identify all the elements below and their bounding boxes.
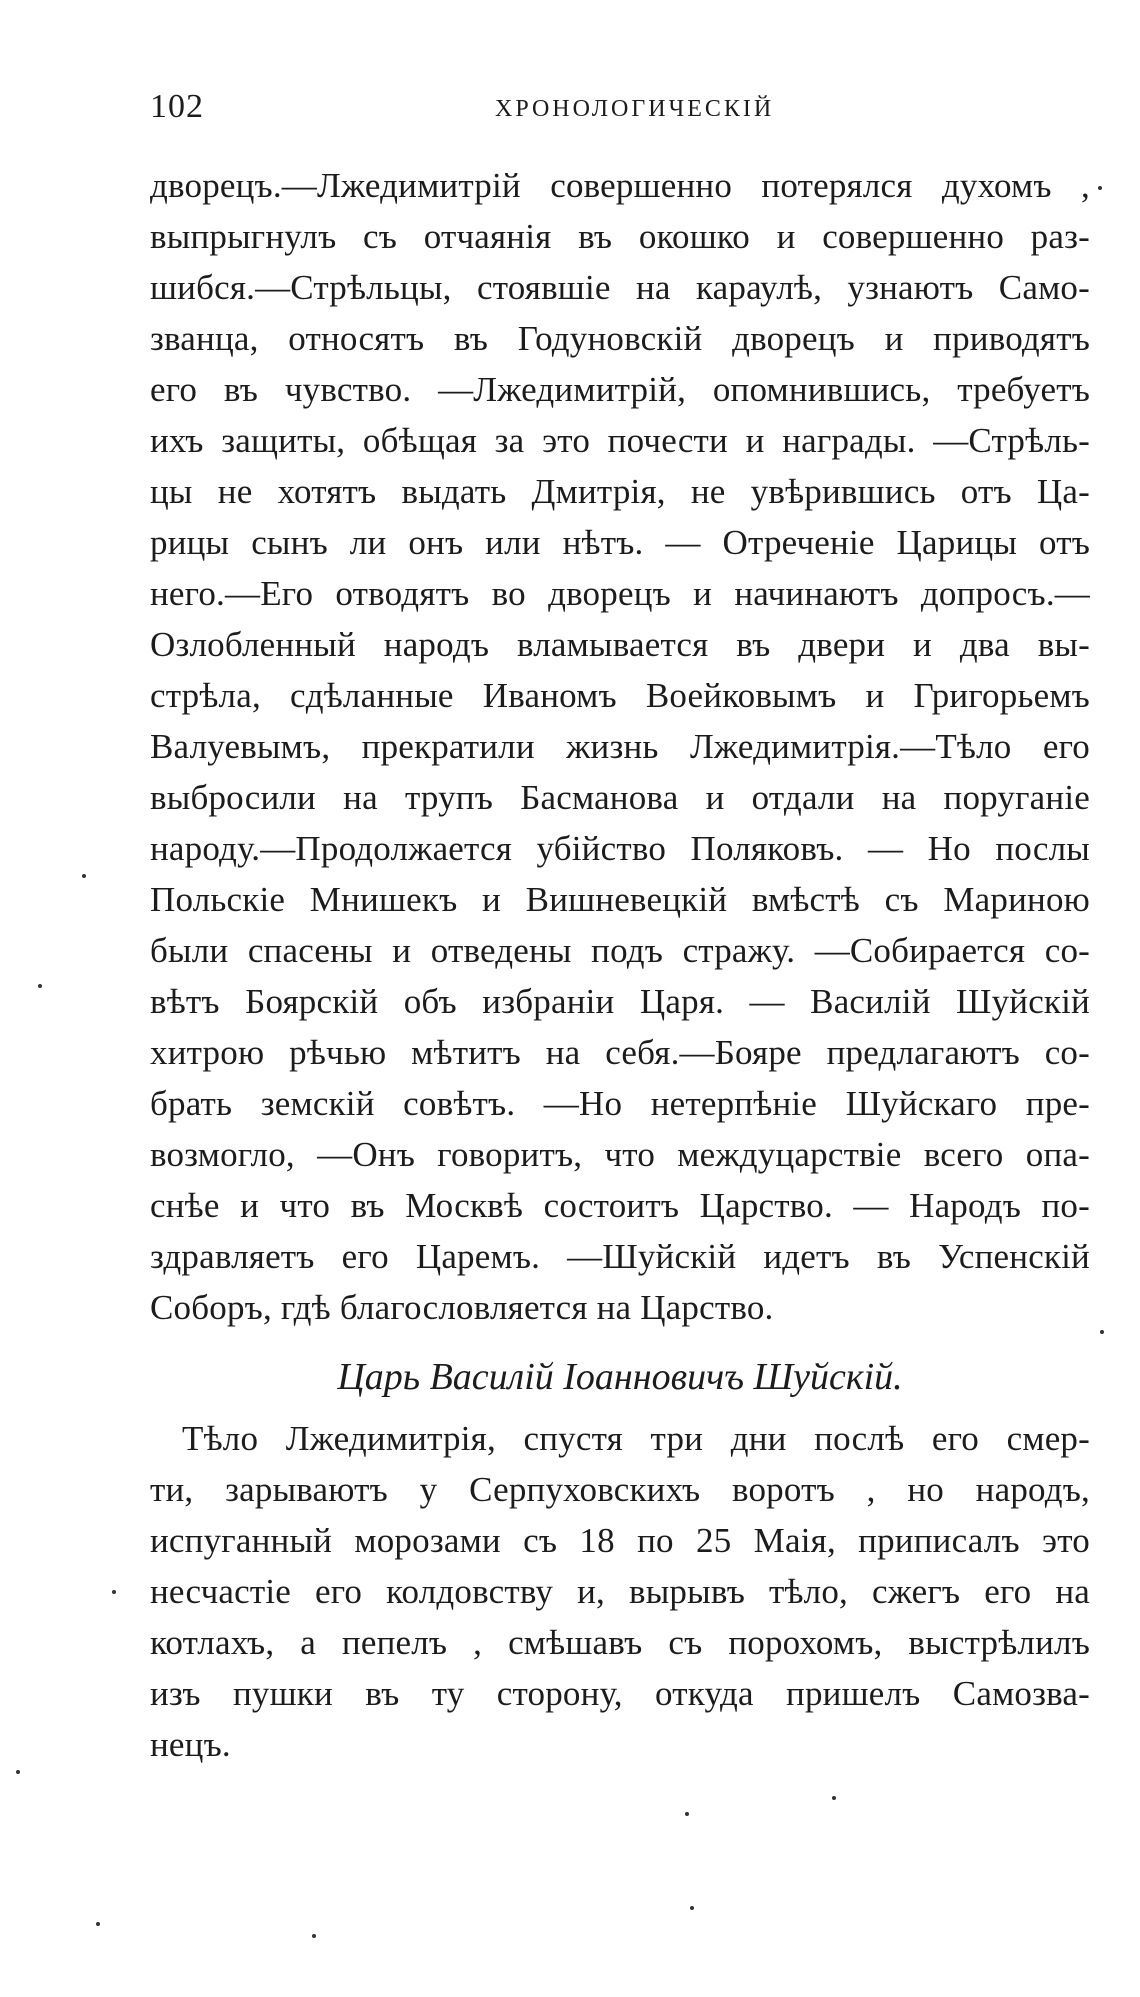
text-line: Тѣло Лжедимитрія, спустя три дни послѣ его смер- (182, 1419, 1090, 1458)
text-line: изъ пушки въ ту сторону, откуда пришелъ Самозва- (150, 1674, 1090, 1713)
scan-speck (312, 1934, 316, 1938)
text-line: Соборъ, гдѣ благословляется на Царство. (150, 1288, 774, 1327)
text-line: Польскіе Мнишекъ и Вишневецкій вмѣстѣ съ Мариною (150, 880, 1090, 919)
text-line: шибся.—Стрѣльцы, стоявшіе на караулѣ, узнаютъ Само- (150, 268, 1090, 307)
text-line: стрѣла, сдѣланные Иваномъ Воейковымъ и Григорьемъ (150, 676, 1090, 715)
scan-speck (1098, 186, 1102, 190)
text-line: снѣе и что въ Москвѣ состоитъ Царство. — Народъ по- (150, 1186, 1090, 1225)
text-line: его въ чувство. —Лжедимитрій, опомнившись, требуетъ (150, 370, 1090, 409)
text-line: нецъ. (150, 1725, 231, 1764)
text-line: дворецъ.—Лжедимитрій совершенно потерялся духомъ , (150, 166, 1090, 205)
text-line: выпрыгнулъ съ отчаянія въ окошко и совершенно раз- (150, 217, 1090, 256)
text-line: ихъ защиты, обѣщая за это почести и награды. —Стрѣль- (150, 421, 1090, 460)
page-number: 102 (150, 88, 204, 125)
text-line: котлахъ, а пепелъ , смѣшавъ съ порохомъ, выстрѣлилъ (150, 1623, 1090, 1662)
scan-speck (690, 1906, 694, 1910)
section-heading: Царь Василій Іоанновичъ Шуйскій. (337, 1356, 903, 1398)
text-line: рицы сынъ ли онъ или нѣтъ. — Отреченіе Царицы отъ (150, 523, 1090, 562)
paragraph-1 (150, 160, 1090, 1333)
text-line: цы не хотятъ выдать Дмитрія, не увѣрившись отъ Ца- (150, 472, 1090, 511)
text-line: него.—Его отводятъ во дворецъ и начинаютъ допросъ.— (150, 574, 1090, 613)
running-head: ХРОНОЛОГИЧЕСКІЙ (495, 96, 775, 122)
scan-speck (38, 984, 42, 988)
page-header (150, 88, 1090, 138)
text-line: выбросили на трупъ Басманова и отдали на поруганіе (150, 778, 1090, 817)
text-line: хитрою рѣчью мѣтитъ на себя.—Бояре предлагаютъ со- (150, 1033, 1090, 1072)
scan-speck (1100, 1330, 1104, 1334)
text-line: Озлобленный народъ вламывается въ двери и два вы- (150, 625, 1090, 664)
paragraph-2 (150, 1413, 1090, 1770)
text-line: ти, зарываютъ у Серпуховскихъ воротъ , но народъ, (150, 1470, 1090, 1509)
text-line: были спасены и отведены подъ стражу. —Собирается со- (150, 931, 1090, 970)
scan-speck (16, 1770, 20, 1774)
text-line: возмогло, —Онъ говоритъ, что междуцарствіе всего опа- (150, 1135, 1090, 1174)
text-line: испуганный морозами съ 18 по 25 Маія, приписалъ это (150, 1521, 1090, 1560)
scan-speck (112, 1590, 116, 1594)
text-line: званца, относятъ въ Годуновскій дворецъ и приводятъ (150, 319, 1090, 358)
text-line: брать земскій совѣтъ. —Но нетерпѣніе Шуйскаго пре- (150, 1084, 1090, 1123)
text-line: здравляетъ его Царемъ. —Шуйскій идетъ въ Успенскій (150, 1237, 1090, 1276)
text-line: Валуевымъ, прекратили жизнь Лжедимитрія.—Тѣло его (150, 727, 1090, 766)
scan-speck (82, 874, 86, 878)
text-line: несчастіе его колдовству и, вырывъ тѣло, сжегъ его на (150, 1572, 1090, 1611)
scan-speck (832, 1796, 836, 1800)
scan-speck (685, 1812, 689, 1816)
scan-speck (96, 1922, 100, 1926)
text-line: вѣтъ Боярскій объ избраніи Царя. — Василій Шуйскій (150, 982, 1090, 1021)
text-line: народу.—Продолжается убійство Поляковъ. — Но послы (150, 829, 1090, 868)
